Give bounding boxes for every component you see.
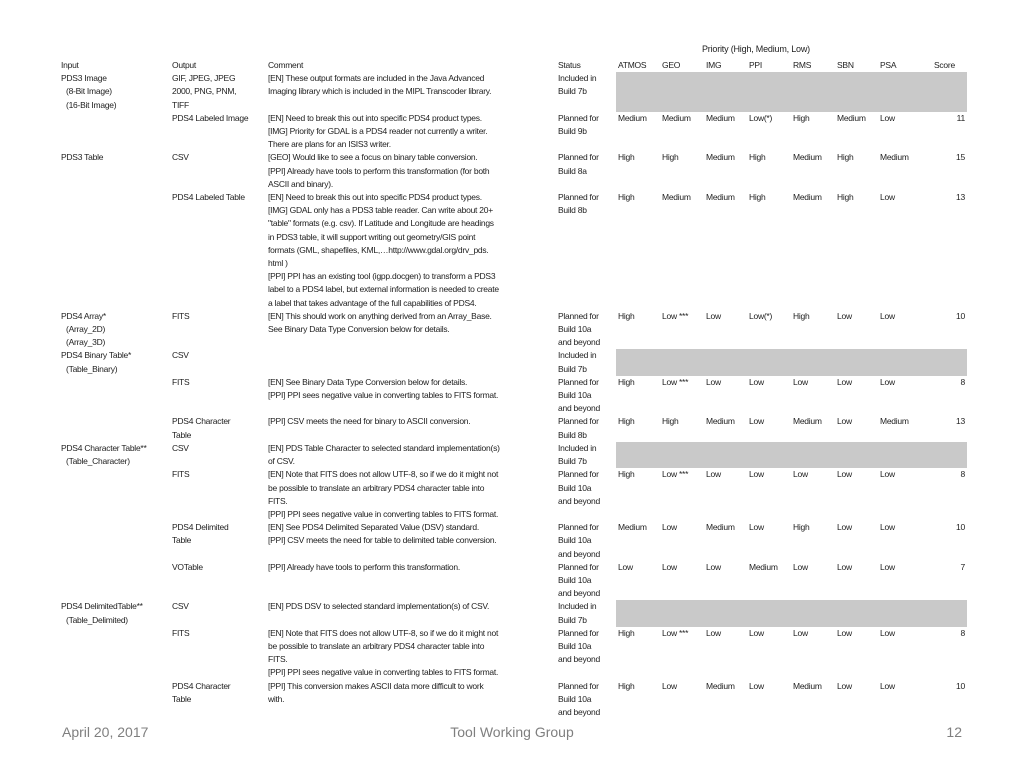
priority-psa: Low <box>880 627 895 638</box>
cell-line: and beyond <box>558 495 600 506</box>
priority-sbn: Low <box>837 376 852 387</box>
cell-comment <box>266 191 556 310</box>
cell-line: FITS <box>172 310 190 321</box>
col-header-psa: PSA <box>880 60 897 70</box>
priority-table <box>59 59 967 719</box>
cell-output <box>170 112 266 152</box>
cell-comment <box>266 561 556 601</box>
priority-sbn: Medium <box>837 112 866 123</box>
cell-line: Planned for <box>558 416 599 427</box>
priority-rms: High <box>793 522 810 533</box>
cell-output <box>170 627 266 680</box>
priority-atmos: High <box>618 680 635 691</box>
cell-line: Build 10a <box>558 482 592 493</box>
priority-sbn: High <box>837 152 854 163</box>
cell-status <box>556 600 616 626</box>
cell-line: label to a PDS4 label, but external information is needed to create <box>268 284 499 295</box>
priority-ppi: Low <box>749 522 764 533</box>
cell-output <box>170 600 266 626</box>
cell-line: (Array_3D) <box>66 337 106 348</box>
cell-line: Build 8b <box>558 205 587 216</box>
priority-psa: Low <box>880 192 895 203</box>
cell-line: Build 10a <box>558 574 592 585</box>
cell-line: [EN] Need to break this out into specific PDS4 product types. <box>268 112 482 123</box>
cell-line: ASCII and binary). <box>268 178 333 189</box>
cell-score: 10 <box>956 680 965 691</box>
cell-line: [PPI] PPI sees negative value in converting tables to FITS format. <box>268 508 499 519</box>
cell-line: and beyond <box>558 654 600 665</box>
cell-output <box>170 151 266 191</box>
cell-status <box>556 310 616 350</box>
cell-line: VOTable <box>172 561 203 572</box>
priority-geo: High <box>662 416 679 427</box>
footer-title: Tool Working Group <box>450 724 574 740</box>
cell-line: PDS3 Table <box>61 152 104 163</box>
cell-line: and beyond <box>558 337 600 348</box>
priority-rms: Low <box>793 376 808 387</box>
cell-line: Table <box>172 535 192 546</box>
cell-line: Build 10a <box>558 535 592 546</box>
cell-status <box>556 349 616 375</box>
priority-rms: Low <box>793 561 808 572</box>
cell-input <box>59 627 170 680</box>
cell-comment <box>266 521 556 561</box>
priority-sbn: High <box>837 192 854 203</box>
cell-comment <box>266 112 556 152</box>
priority-img: Medium <box>706 112 735 123</box>
cell-comment <box>266 151 556 191</box>
cell-line: CSV <box>172 601 189 612</box>
priority-atmos: High <box>618 192 635 203</box>
cell-line: (8-Bit Image) <box>66 86 112 97</box>
cell-line: [PPI] Already have tools to perform this transformation. <box>268 561 460 572</box>
priority-img: Medium <box>706 152 735 163</box>
col-header-score: Score <box>934 60 955 70</box>
cell-line: Imaging library which is included in the MIPL Transcoder library. <box>268 86 492 97</box>
cell-line: be possible to translate an arbitrary PDS4 character table into <box>268 640 485 651</box>
cell-line: Included in <box>558 73 597 84</box>
cell-line: and beyond <box>558 588 600 599</box>
table-row <box>59 415 967 441</box>
priority-psa: Low <box>880 522 895 533</box>
priority-geo: Low *** <box>662 310 689 321</box>
cell-line: [EN] Note that FITS does not allow UTF-8, so if we do it might not <box>268 469 499 480</box>
cell-line: Build 10a <box>558 640 592 651</box>
col-header-geo: GEO <box>662 60 681 70</box>
cell-line: [EN] These output formats are included in the Java Advanced <box>268 73 485 84</box>
cell-line: Planned for <box>558 112 599 123</box>
cell-score: 7 <box>960 561 965 572</box>
cell-line: [PPI] CSV meets the need for binary to ASCII conversion. <box>268 416 471 427</box>
cell-status <box>556 415 616 441</box>
col-header-atmos: ATMOS <box>618 60 647 70</box>
priority-sbn: Low <box>837 561 852 572</box>
table-row <box>59 680 967 720</box>
priority-sbn: Low <box>837 627 852 638</box>
priority-header: Priority (High, Medium, Low) <box>702 44 810 54</box>
priority-img: Low <box>706 627 721 638</box>
priority-img: Low <box>706 376 721 387</box>
table-row <box>59 72 967 112</box>
cell-line: See Binary Data Type Conversion below for details. <box>268 324 450 335</box>
cell-line: Planned for <box>558 680 599 691</box>
priority-psa: Medium <box>880 416 909 427</box>
cell-input <box>59 680 170 720</box>
cell-line: [EN] PDS Table Character to selected standard implementation(s) <box>268 442 500 453</box>
cell-line: PDS4 Labeled Image <box>172 112 249 123</box>
cell-line: Planned for <box>558 627 599 638</box>
priority-atmos: Low <box>618 561 633 572</box>
cell-input <box>59 600 170 626</box>
cell-line: CSV <box>172 152 189 163</box>
priority-sbn: Low <box>837 469 852 480</box>
cell-output <box>170 191 266 310</box>
cell-line: Build 10a <box>558 693 592 704</box>
priority-rms: Medium <box>793 152 822 163</box>
cell-score: 13 <box>956 416 965 427</box>
cell-score: 8 <box>960 469 965 480</box>
cell-line: Included in <box>558 350 597 361</box>
priority-img: Low <box>706 310 721 321</box>
priority-ppi: High <box>749 152 766 163</box>
table-row <box>59 442 967 468</box>
cell-line: in PDS3 table, it will support writing out geometry/GIS point <box>268 231 476 242</box>
cell-line: Build 7b <box>558 614 587 625</box>
cell-line: of CSV. <box>268 456 295 467</box>
priority-atmos: High <box>618 416 635 427</box>
cell-line: PDS4 Array* <box>61 310 106 321</box>
priority-rms: Medium <box>793 192 822 203</box>
priority-ppi: Low <box>749 469 764 480</box>
cell-status <box>556 561 616 601</box>
priority-atmos: High <box>618 310 635 321</box>
cell-line: [PPI] This conversion makes ASCII data more difficult to work <box>268 680 484 691</box>
cell-comment <box>266 415 556 441</box>
table-row <box>59 521 967 561</box>
cell-output <box>170 376 266 416</box>
priority-img: Medium <box>706 680 735 691</box>
cell-output <box>170 442 266 468</box>
cell-input <box>59 561 170 601</box>
priority-atmos: High <box>618 469 635 480</box>
cell-input <box>59 415 170 441</box>
cell-line: FITS <box>172 376 190 387</box>
cell-line: 2000, PNG, PNM, <box>172 86 237 97</box>
cell-line: GIF, JPEG, JPEG <box>172 73 236 84</box>
cell-line: [EN] Note that FITS does not allow UTF-8, so if we do it might not <box>268 627 499 638</box>
priority-ppi: Low <box>749 627 764 638</box>
priority-rms: High <box>793 112 810 123</box>
cell-line: [EN] See Binary Data Type Conversion below for details. <box>268 376 468 387</box>
cell-line: PDS4 Binary Table* <box>61 350 131 361</box>
cell-line: PDS4 Character <box>172 680 231 691</box>
col-header-input: Input <box>61 60 79 70</box>
cell-comment <box>266 680 556 720</box>
cell-line: (Table_Binary) <box>66 363 118 374</box>
cell-comment <box>266 310 556 350</box>
priority-ppi: Low(*) <box>749 310 773 321</box>
cell-output <box>170 680 266 720</box>
priority-psa: Low <box>880 376 895 387</box>
priority-sbn: Low <box>837 680 852 691</box>
priority-atmos: High <box>618 627 635 638</box>
priority-geo: Medium <box>662 192 691 203</box>
priority-atmos: Medium <box>618 112 647 123</box>
cell-line: Build 7b <box>558 363 587 374</box>
table-row <box>59 349 967 375</box>
cell-line: (Table_Character) <box>66 456 130 467</box>
cell-line: [PPI] PPI sees negative value in converting tables to FITS format. <box>268 390 499 401</box>
cell-status <box>556 72 616 112</box>
cell-score: 10 <box>956 310 965 321</box>
cell-line: be possible to translate an arbitrary PDS4 character table into <box>268 482 485 493</box>
cell-output <box>170 349 266 375</box>
cell-line: [PPI] PPI sees negative value in converting tables to FITS format. <box>268 667 499 678</box>
table-header-row <box>59 59 967 72</box>
not-applicable-shading <box>616 442 967 468</box>
cell-comment <box>266 376 556 416</box>
cell-line: Planned for <box>558 376 599 387</box>
priority-atmos: High <box>618 376 635 387</box>
cell-line: and beyond <box>558 548 600 559</box>
cell-line: Build 8a <box>558 165 587 176</box>
priority-geo: Low *** <box>662 376 689 387</box>
cell-score: 13 <box>956 192 965 203</box>
cell-line: FITS. <box>268 495 288 506</box>
priority-geo: Low <box>662 680 677 691</box>
cell-line: FITS <box>172 627 190 638</box>
cell-line: Included in <box>558 442 597 453</box>
priority-ppi: Medium <box>749 561 778 572</box>
cell-comment <box>266 627 556 680</box>
cell-line: [PPI] PPI has an existing tool (igpp.docgen) to transform a PDS3 <box>268 271 496 282</box>
cell-line: [EN] This should work on anything derived from an Array_Base. <box>268 310 492 321</box>
cell-input <box>59 376 170 416</box>
table-row <box>59 627 967 680</box>
cell-status <box>556 151 616 191</box>
cell-output <box>170 310 266 350</box>
cell-status <box>556 191 616 310</box>
priority-rms: Medium <box>793 680 822 691</box>
cell-comment <box>266 600 556 626</box>
priority-img: Medium <box>706 416 735 427</box>
cell-input <box>59 442 170 468</box>
cell-line: Table <box>172 693 192 704</box>
footer-date: April 20, 2017 <box>62 724 149 740</box>
priority-psa: Medium <box>880 152 909 163</box>
cell-line: Planned for <box>558 152 599 163</box>
col-header-output: Output <box>172 60 197 70</box>
cell-input <box>59 349 170 375</box>
cell-output <box>170 521 266 561</box>
priority-ppi: Low <box>749 680 764 691</box>
priority-ppi: Low(*) <box>749 112 773 123</box>
priority-geo: Low <box>662 561 677 572</box>
cell-input <box>59 72 170 112</box>
cell-line: Planned for <box>558 469 599 480</box>
cell-line: Build 7b <box>558 456 587 467</box>
cell-line: FITS. <box>268 654 288 665</box>
cell-output <box>170 561 266 601</box>
col-header-status: Status <box>558 60 581 70</box>
cell-input <box>59 521 170 561</box>
priority-psa: Low <box>880 469 895 480</box>
table-row <box>59 191 967 310</box>
cell-status <box>556 521 616 561</box>
cell-status <box>556 376 616 416</box>
priority-ppi: High <box>749 192 766 203</box>
cell-score: 10 <box>956 522 965 533</box>
cell-status <box>556 680 616 720</box>
cell-line: a label that takes advantage of the full capabilities of PDS4. <box>268 297 477 308</box>
priority-rms: Low <box>793 469 808 480</box>
cell-comment <box>266 72 556 112</box>
priority-rms: High <box>793 310 810 321</box>
table-row <box>59 600 967 626</box>
page-number: 12 <box>946 724 962 740</box>
priority-geo: Low *** <box>662 627 689 638</box>
cell-line: [GEO] Would like to see a focus on binary table conversion. <box>268 152 478 163</box>
cell-output <box>170 468 266 521</box>
priority-sbn: Low <box>837 310 852 321</box>
col-header-ppi: PPI <box>749 60 762 70</box>
table-row <box>59 112 967 152</box>
cell-line: "table" formats (e.g. csv). If Latitude and Longitude are headings <box>268 218 494 229</box>
cell-line: html ) <box>268 258 288 269</box>
priority-rms: Low <box>793 627 808 638</box>
not-applicable-shading <box>616 349 967 375</box>
priority-atmos: Medium <box>618 522 647 533</box>
cell-line: and beyond <box>558 706 600 717</box>
table-row <box>59 151 967 191</box>
priority-img: Medium <box>706 192 735 203</box>
cell-input <box>59 191 170 310</box>
cell-line: CSV <box>172 350 189 361</box>
priority-sbn: Low <box>837 522 852 533</box>
cell-score: 11 <box>956 112 965 123</box>
priority-geo: Low <box>662 522 677 533</box>
cell-line: [PPI] Already have tools to perform this transformation (for both <box>268 165 490 176</box>
priority-psa: Low <box>880 112 895 123</box>
priority-ppi: Low <box>749 416 764 427</box>
table-row <box>59 376 967 416</box>
cell-line: PDS3 Image <box>61 73 107 84</box>
cell-line: (Table_Delimited) <box>66 614 128 625</box>
priority-img: Low <box>706 469 721 480</box>
cell-line: (16-Bit Image) <box>66 99 117 110</box>
cell-status <box>556 627 616 680</box>
cell-output <box>170 72 266 112</box>
table-row <box>59 310 967 350</box>
col-header-rms: RMS <box>793 60 812 70</box>
cell-line: [EN] Need to break this out into specific PDS4 product types. <box>268 192 482 203</box>
cell-comment <box>266 442 556 468</box>
not-applicable-shading <box>616 72 967 112</box>
cell-input <box>59 151 170 191</box>
priority-psa: Low <box>880 310 895 321</box>
cell-line: Planned for <box>558 561 599 572</box>
cell-line: Build 9b <box>558 126 587 137</box>
cell-input <box>59 310 170 350</box>
priority-sbn: Low <box>837 416 852 427</box>
cell-line: and beyond <box>558 403 600 414</box>
cell-line: Included in <box>558 601 597 612</box>
cell-output <box>170 415 266 441</box>
cell-line: (Array_2D) <box>66 324 106 335</box>
cell-comment <box>266 468 556 521</box>
cell-line: Planned for <box>558 310 599 321</box>
cell-line: FITS <box>172 469 190 480</box>
priority-atmos: High <box>618 152 635 163</box>
priority-psa: Low <box>880 680 895 691</box>
cell-line: Build 8b <box>558 429 587 440</box>
priority-rms: Medium <box>793 416 822 427</box>
col-header-img: IMG <box>706 60 722 70</box>
priority-img: Medium <box>706 522 735 533</box>
cell-line: CSV <box>172 442 189 453</box>
table-row <box>59 561 967 601</box>
cell-line: Build 7b <box>558 86 587 97</box>
cell-line: PDS4 Labeled Table <box>172 192 245 203</box>
cell-status <box>556 112 616 152</box>
cell-line: with. <box>268 693 285 704</box>
not-applicable-shading <box>616 600 967 626</box>
table-body <box>59 72 967 719</box>
priority-ppi: Low <box>749 376 764 387</box>
cell-line: Planned for <box>558 192 599 203</box>
cell-line: [EN] PDS DSV to selected standard implementation(s) of CSV. <box>268 601 490 612</box>
cell-line: Build 10a <box>558 324 592 335</box>
cell-line: [EN] See PDS4 Delimited Separated Value (DSV) standard. <box>268 522 479 533</box>
cell-score: 15 <box>956 152 965 163</box>
cell-score: 8 <box>960 376 965 387</box>
priority-geo: Medium <box>662 112 691 123</box>
cell-line: TIFF <box>172 99 189 110</box>
cell-status <box>556 468 616 521</box>
cell-line: [IMG] GDAL only has a PDS3 table reader. Can write about 20+ <box>268 205 493 216</box>
cell-line: There are plans for an ISIS3 writer. <box>268 139 391 150</box>
cell-line: Table <box>172 429 192 440</box>
cell-line: PDS4 Character <box>172 416 231 427</box>
priority-geo: High <box>662 152 679 163</box>
col-header-sbn: SBN <box>837 60 854 70</box>
cell-line: Planned for <box>558 522 599 533</box>
priority-psa: Low <box>880 561 895 572</box>
cell-line: [IMG] Priority for GDAL is a PDS4 reader not currently a writer. <box>268 126 488 137</box>
cell-score: 8 <box>960 627 965 638</box>
cell-line: PDS4 Delimited <box>172 522 229 533</box>
cell-line: PDS4 Character Table** <box>61 442 147 453</box>
priority-geo: Low *** <box>662 469 689 480</box>
cell-comment <box>266 349 556 375</box>
priority-img: Low <box>706 561 721 572</box>
cell-input <box>59 112 170 152</box>
col-header-comment: Comment <box>268 60 304 70</box>
cell-line: Build 10a <box>558 390 592 401</box>
table-row <box>59 468 967 521</box>
cell-line: [PPI] CSV meets the need for table to delimited table conversion. <box>268 535 497 546</box>
cell-line: formats (GML, shapefiles, KML,…http://www.gdal.org/drv_pds. <box>268 244 489 255</box>
cell-status <box>556 442 616 468</box>
cell-line: PDS4 DelimitedTable** <box>61 601 143 612</box>
cell-input <box>59 468 170 521</box>
